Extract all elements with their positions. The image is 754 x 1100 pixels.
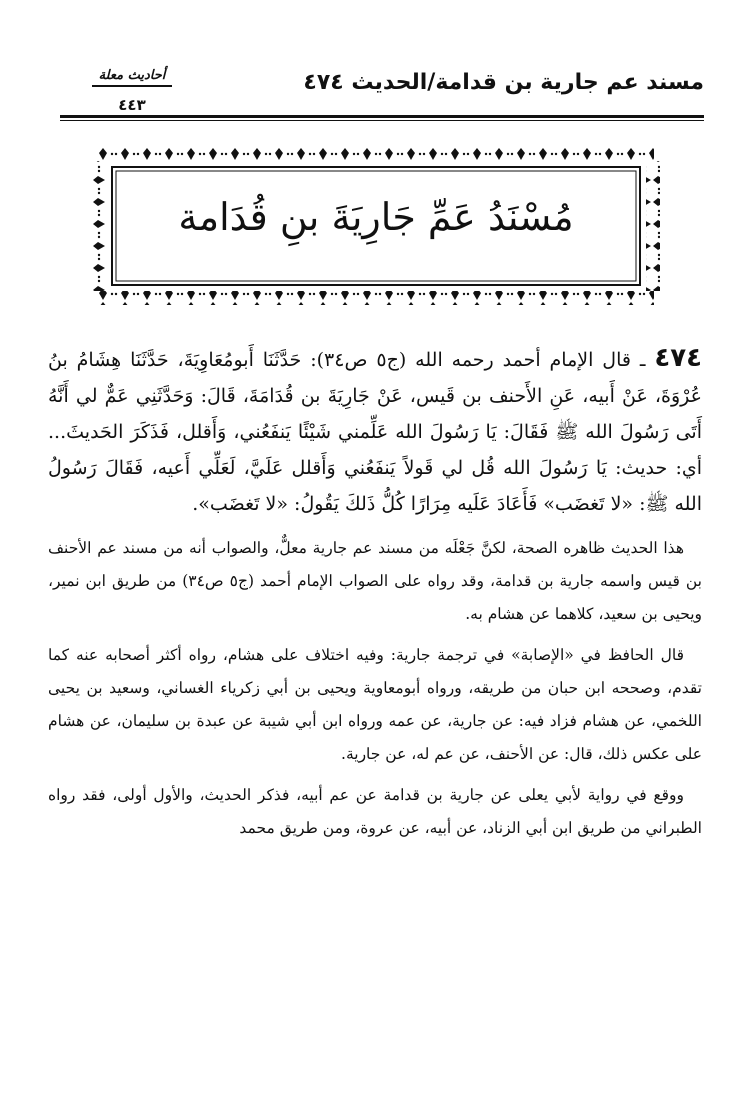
page-content — [48, 340, 702, 853]
side-note-label: أحاديث معلة — [98, 68, 166, 83]
hadith-text: ـ قال الإمام أحمد رحمه الله (ج٥ ص٣٤): حَدَّثَنَا أَبومُعَاوِيَةَ، حَدَّثَنَا هِشَامُ بنُ عُرْوَةَ، عَنْ أَبيه، عَنِ الأَحنف بن قَيس، عَنْ جَارِيَةَ بن قُدَامَةَ، قَالَ: وَحَدَّثَنِي عَمٌّ لي أَنَّهُ أَتَى رَسُولَ الله ﷺ فَقَالَ: يَا رَسُولَ الله عَلِّمني شَيْئًا يَنفَعُني، وَأَقلل، فَذَكَرَ الحَديثَ... أي: حديث: يَا رَسُولَ الله قُل لي قَولاً يَنفَعُني وَأَقلل عَلَيَّ، لَعَلِّي أَعيه، فَقَالَ رَسُولُ الله ﷺ: «لا تَغضَب» فَأَعَادَ عَلَيه مِرَارًا كُلُّ ذَلكَ يَقُولُ: «لا تَغضَب». — [48, 349, 702, 515]
running-title: مسند عم جارية بن قدامة/الحديث ٤٧٤ — [303, 70, 704, 95]
hadith-paragraph — [48, 340, 702, 522]
header-rule — [60, 115, 704, 118]
ornamental-frame — [92, 147, 660, 305]
page-number: ٤٤٣ — [118, 96, 146, 114]
hadith-number: ٤٧٤ — [654, 343, 703, 373]
running-head — [60, 68, 704, 114]
section-title: مُسْنَدُ عَمِّ جَارِيَةَ بنِ قُدَامة — [178, 195, 574, 239]
commentary-paragraph: هذا الحديث ظاهره الصحة، لكنَّ جَعْلَه من مسند عم جارية معلٌّ، والصواب أنه من مسند عم الأحنف بن قيس واسمه جارية بن قدامة، وقد رواه على الصواب الإمام أحمد (ج٥ ص٣٤) من طريق ابن نمير، ويحيى بن سعيد، كلاهما عن هشام به. — [48, 539, 702, 623]
commentary-paragraph: قال الحافظ في «الإصابة» في ترجمة جارية: وفيه اختلاف على هشام، رواه أكثر أصحابه عنه كما تقدم، وصححه ابن حبان من طريقه، ورواه أبومعاوية ويحيى بن أبي زكرياء الغساني، وسعيد بن يحيى اللخمي، عن هشام فزاد فيه: عن جارية، عن عمه ورواه ابن أبي شيبة عن عبدة بن سليمان، عن هشام على عكس ذلك، قال: عن الأحنف، عن عم له، عن جارية. — [48, 646, 702, 763]
side-note-rule — [92, 85, 172, 87]
commentary-paragraph: ووقع في رواية لأبي يعلى عن جارية بن قدامة عن عم أبيه، فذكر الحديث، والأول أولى، فقد رواه الطبراني من طريق ابن أبي الزناد، عن أبيه، عن عروة، ومن طريق محمد — [48, 786, 702, 837]
header-rule-thin — [60, 120, 704, 121]
side-note — [92, 68, 172, 89]
